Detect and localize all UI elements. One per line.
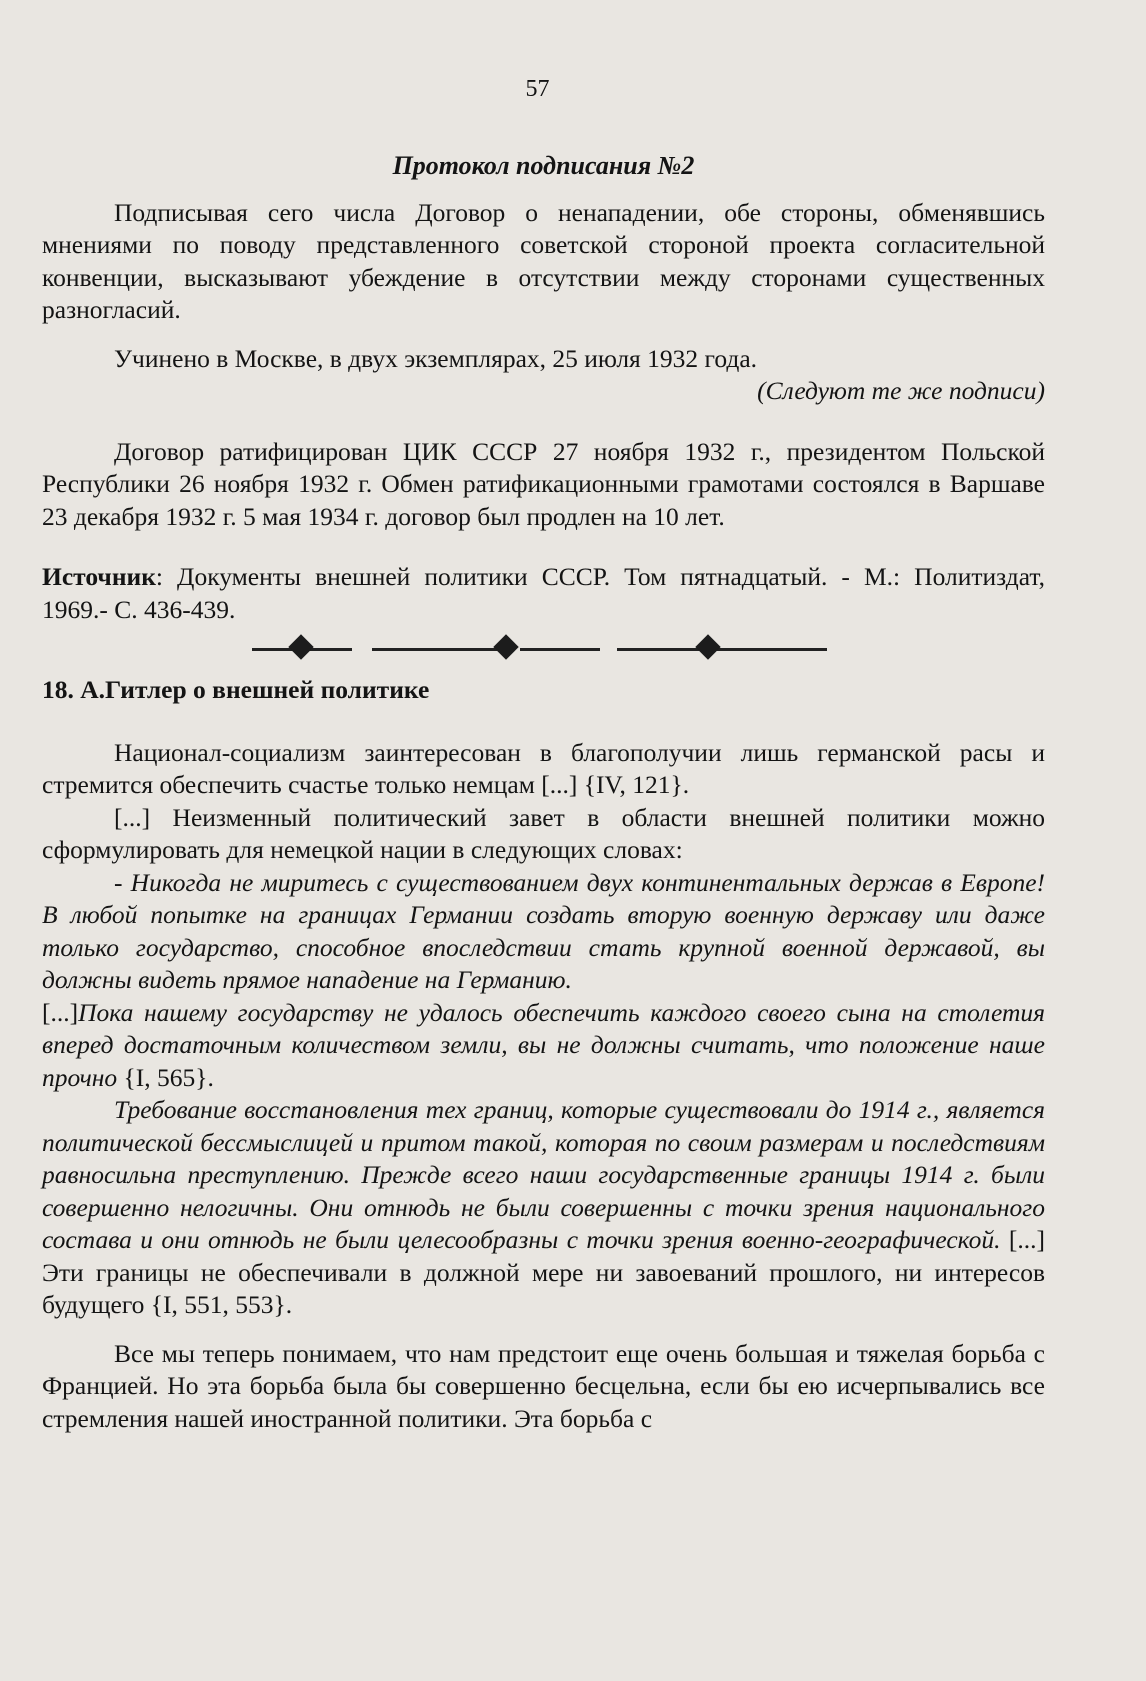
separator-diamond bbox=[695, 634, 720, 659]
protocol-title: Протокол подписания №2 bbox=[392, 151, 695, 180]
protocol-paragraph: Подписывая сего числа Договор о ненападении, обе стороны, обменявшись мнениями по поводу представленного советской стороной проекта согласительной конвенции, высказывают убеждение в отсутствии между сторонами существенных разногласий. bbox=[42, 197, 1045, 324]
separator-diamond bbox=[493, 634, 518, 659]
page-content bbox=[42, 150, 1045, 1435]
page-number: 57 bbox=[525, 76, 550, 102]
protocol-date-paragraph: Учинено в Москве, в двух экземплярах, 25 июля 1932 года. bbox=[114, 343, 758, 373]
reference: {I, 565}. bbox=[117, 1062, 214, 1092]
section-separator bbox=[42, 632, 1045, 666]
section-paragraph: [...] Неизменный политический завет в области внешней политики можно сформулировать для немецкой нации в следующих словах: bbox=[42, 802, 1045, 864]
ellipsis-bracket: [...] bbox=[42, 997, 79, 1027]
ratification-paragraph: Договор ратифицирован ЦИК СССР 27 ноября 1932 г., президентом Польской Республики 26 ноября 1932 г. Обмен ратификационными грамотами состоялся в Варшаве 23 декабря 1932 г. 5 мая 1934 г. договор был продлен на 10 лет. bbox=[42, 436, 1045, 531]
quote-continuation: [...] Эти границы не обеспечивали в должной мере ни завоеваний прошлого, ни интересов будущего {I, 551, 553}. bbox=[42, 1225, 1045, 1319]
quote-text: Требование восстановления тех границ, которые существовали до 1914 г., является политической бессмыслицей и притом такой, которая по своим размерам и последствиям равносильна преступлению. Прежде всего наши государственные границы 1914 г. были совершенно нелогичны. Они отнюдь не были совершенны с точки зрения национального состава и они отнюдь не были целесообразны с точки зрения военно-географической. bbox=[42, 1095, 1045, 1254]
source-label: Источник bbox=[42, 562, 156, 591]
source-text: : Документы внешней политики СССР. Том пятнадцатый. - М.: Политиздат, 1969.- С. 436-439. bbox=[42, 562, 1045, 624]
quote-text: Пока нашему государству не удалось обеспечить каждого своего сына на столетия вперед достаточным количеством земли, вы не должны считать, что положение наше прочно bbox=[42, 997, 1045, 1092]
quote-paragraph bbox=[42, 867, 1045, 1095]
quote-text: - Никогда не миритесь с существованием двух континентальных держав в Европе! В любой попытке на границах Германии создать вторую военную державу или даже только государство, способное впоследствии стать крупной военной державой, вы должны видеть прямое нападение на Германию. bbox=[42, 867, 1045, 994]
quote-paragraph bbox=[42, 1094, 1045, 1322]
section-paragraph: Все мы теперь понимаем, что нам предстоит еще очень большая и тяжелая борьба с Францией. Но эта борьба была бы совершенно бесцельна, если бы ею исчерпывались все стремления нашей иностранной политики. Эта борьба с bbox=[42, 1338, 1045, 1433]
section-heading: 18. А.Гитлер о внешней политике bbox=[42, 675, 430, 704]
source-paragraph bbox=[42, 561, 1045, 626]
section-paragraph: Национал-социализм заинтересован в благополучии лишь германской расы и стремится обеспечить счастье только немцам [...] {IV, 121}. bbox=[42, 737, 1045, 799]
separator-diamond bbox=[288, 634, 313, 659]
protocol-signatures: (Следуют те же подписи) bbox=[757, 376, 1045, 405]
